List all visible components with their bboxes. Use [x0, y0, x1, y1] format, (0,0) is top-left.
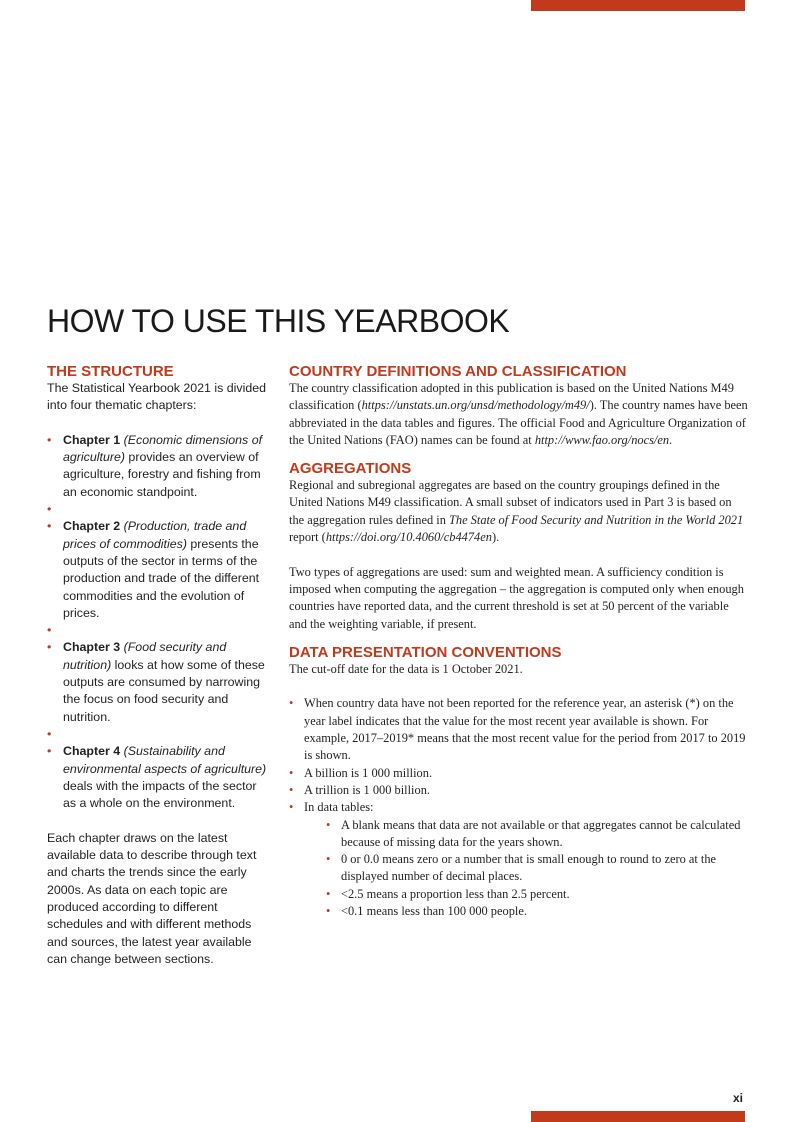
data-tables-sublist: [304, 817, 749, 921]
page-title: HOW TO USE THIS YEARBOOK: [47, 303, 510, 339]
sofi-doi-link[interactable]: https://doi.org/10.4060/cb4474en: [325, 530, 492, 545]
chapter-description: presents the outputs of the sector in terms of the production and trade of the different commodities and the evolution of prices.: [63, 536, 260, 620]
list-item: • 0 or 0.0 means zero or a number that is small enough to round to zero at the displayed number of decimal places.: [304, 851, 749, 886]
chapter-description: provides an overview of agriculture, forestry and fishing from an economic standpoint.: [63, 450, 261, 499]
list-item: [289, 799, 749, 920]
aggregations-paragraph-1: Regional and subregional aggregates are based on the country groupings defined in the United Nations M49 classification. A small subset of indicators used in Part 3 is based on the aggregation rules defined in The State of Food Security and Nutrition in the World 2021 report (https://doi.org/10.4060/cb4474en).: [289, 478, 744, 545]
data-tables-label: In data tables:: [304, 800, 374, 815]
structure-section: [47, 363, 267, 968]
structure-heading: THE STRUCTURE: [47, 363, 174, 380]
chapter-label: Chapter 2: [63, 519, 121, 534]
country-definitions-heading: COUNTRY DEFINITIONS AND CLASSIFICATION: [289, 363, 627, 380]
chapter-topic: (Sustainability and environmental aspects of agriculture): [63, 744, 267, 776]
country-definitions-text: The country classification adopted in this publication is based on the United Nations M49 classification (https://unstats.un.org/unsd/methodology/m49/). The country names have been abbreviated in the data tables and figures. The official Food and Agriculture Organization of the United Nations (FAO) names can be found at http://www.fao.org/nocs/en.: [289, 381, 748, 447]
list-item: • <2.5 means a proportion less than 2.5 percent.: [304, 886, 749, 903]
structure-closing: Each chapter draws on the latest available data to describe through text and charts the trends since the early 2000s. As data on each topic are produced according to different schedules and with different methods and sources, the latest year available can change between sections.: [47, 830, 257, 966]
list-item: • When country data have not been reported for the reference year, an asterisk (*) on the year label indicates that the value for the most recent year available is shown. For example, 2017–2019* means that the most recent value for the period from 2017 to 2019 is shown.: [289, 695, 749, 764]
list-item: • A billion is 1 000 million.: [289, 765, 749, 782]
chapter-description: looks at how some of these outputs are consumed by narrowing the focus on food security and nutrition.: [63, 657, 265, 724]
aggregations-paragraph-2: Two types of aggregations are used: sum and weighted mean. A sufficiency condition is imposed when computing the aggregation – the aggregation is computed only when enough countries have reported data, and the current threshold is set at 50 percent of the variable and the weighting variable, if present.: [289, 564, 744, 631]
structure-intro: The Statistical Yearbook 2021 is divided into four thematic chapters:: [47, 381, 267, 413]
fao-names-link[interactable]: http://www.fao.org/nocs/en: [534, 432, 670, 447]
right-column: [289, 363, 749, 920]
cutoff-date-text: The cut-off date for the data is 1 October 2021.: [289, 661, 523, 676]
chapter-label: Chapter 4: [63, 744, 121, 759]
chapter-list: [47, 432, 267, 813]
m49-link[interactable]: https://unstats.un.org/unsd/methodology/m49/: [361, 398, 590, 413]
chapter-topic: (Production, trade and prices of commodities): [63, 519, 247, 551]
sofi-report-title: The State of Food Security and Nutrition in the World 2021: [449, 512, 744, 527]
chapter-item: [47, 518, 267, 622]
chapter-label: Chapter 1: [63, 432, 121, 447]
chapter-item: [47, 743, 267, 812]
chapter-item: [47, 432, 267, 501]
chapter-topic: (Economic dimensions of agriculture): [63, 432, 263, 465]
page-number: xi: [733, 1091, 744, 1105]
top-accent-bar: [531, 0, 745, 11]
bottom-accent-bar: [531, 1111, 745, 1122]
list-item: • A blank means that data are not available or that aggregates cannot be calculated because of missing data for the years shown.: [304, 817, 749, 852]
chapter-item: [47, 639, 267, 725]
aggregations-heading: AGGREGATIONS: [289, 460, 412, 478]
conventions-list: [289, 695, 749, 920]
list-item: • <0.1 means less than 100 000 people.: [304, 903, 749, 920]
conventions-heading: DATA PRESENTATION CONVENTIONS: [289, 643, 562, 661]
list-item: • A trillion is 1 000 billion.: [289, 782, 749, 799]
chapter-label: Chapter 3: [63, 640, 121, 655]
chapter-topic: (Food security and nutrition): [63, 640, 227, 672]
chapter-description: deals with the impacts of the sector as a whole on the environment.: [63, 778, 257, 811]
